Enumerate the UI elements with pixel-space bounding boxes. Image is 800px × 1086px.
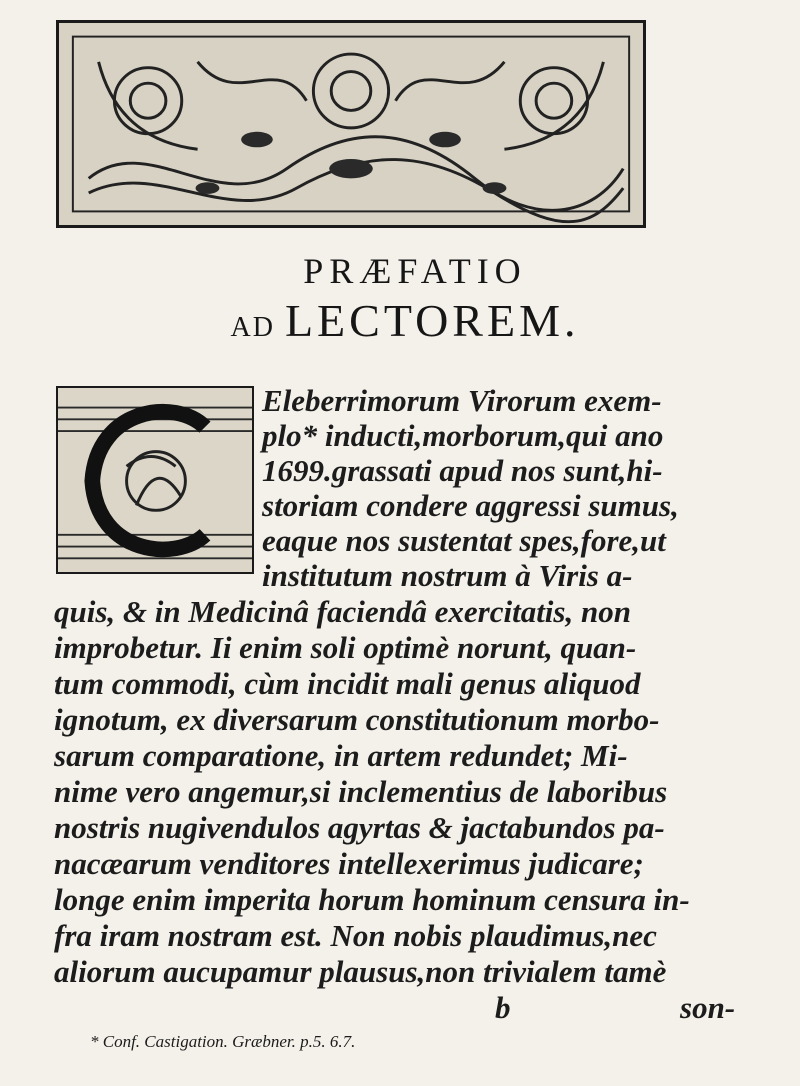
text-line: nostris nugivendulos agyrtas & jactabundos pa- xyxy=(54,810,665,845)
text-line: Eleberrimorum Virorum exem- xyxy=(262,383,662,418)
catchword: son- xyxy=(680,990,736,1025)
text-line: eaque nos sustentat spes,fore,ut xyxy=(262,523,666,558)
ornamental-headpiece xyxy=(56,20,646,228)
text-line: aliorum aucupamur plausus,non trivialem tamè xyxy=(54,954,667,989)
title-ad: AD xyxy=(230,312,275,343)
decorated-initial-c xyxy=(56,386,254,574)
text-line: nacæarum venditores intellexerimus judicare; xyxy=(54,846,644,881)
text-line: 1699.grassati apud nos sunt,hi- xyxy=(262,453,663,488)
signature-mark: b xyxy=(495,990,511,1025)
text-line: sarum comparatione, in artem redundet; Mi- xyxy=(54,738,628,773)
text-line: plo* inducti,morborum,qui ano xyxy=(262,418,664,453)
text-line: nime vero angemur,si inclementius de laboribus xyxy=(54,774,668,809)
text-line: tum commodi, cùm incidit mali genus aliquod xyxy=(54,666,641,701)
text-line: improbetur. Ii enim soli optimè norunt, quan- xyxy=(54,630,637,665)
title-lectorem: LECTOREM. xyxy=(284,295,580,346)
preface-subtitle xyxy=(0,294,800,347)
footnote: * Conf. Castigation. Græbner. p.5. 6.7. xyxy=(90,1032,356,1051)
text-line: institutum nostrum à Viris a- xyxy=(262,558,633,593)
text-line: storiam condere aggressi sumus, xyxy=(262,488,679,523)
text-line: ignotum, ex diversarum constitutionum morbo- xyxy=(54,702,660,737)
text-line: longe enim imperita horum hominum censura in- xyxy=(54,882,690,917)
preface-title: PRÆFATIO xyxy=(303,251,527,291)
text-line: quis, & in Medicinâ faciendâ exercitatis, non xyxy=(54,594,631,629)
text-line: fra iram nostram est. Non nobis plaudimus,nec xyxy=(54,918,657,953)
